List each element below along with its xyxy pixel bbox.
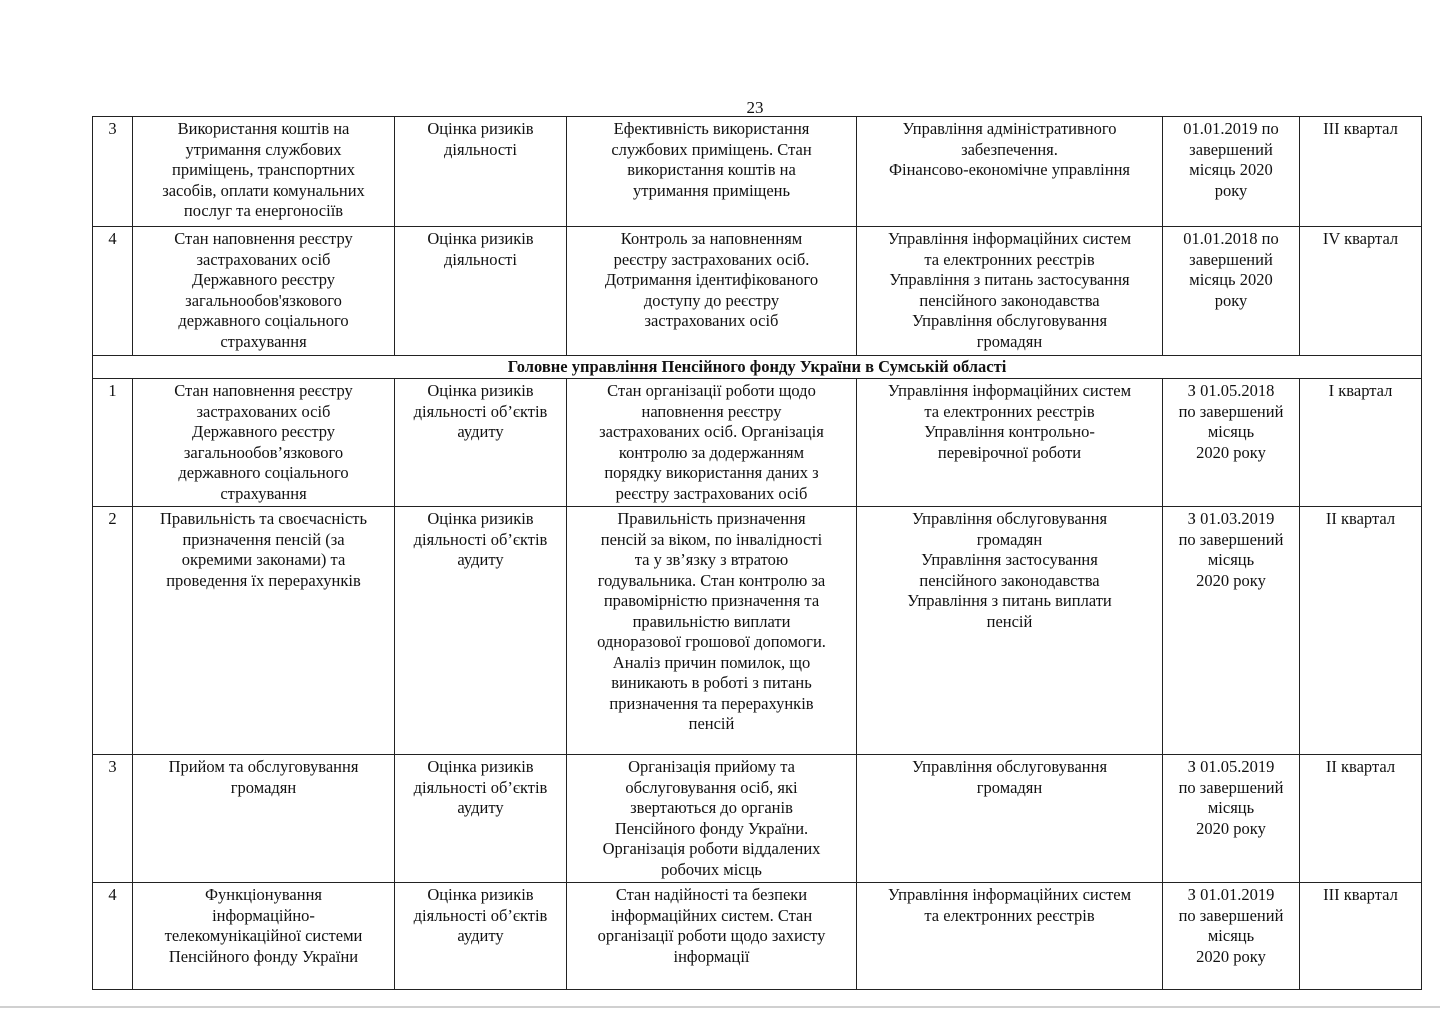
cell-text-line: З 01.03.2019 [1187,509,1275,528]
cell-text-line: годувальника. Стан контролю за [597,570,826,590]
cell-text-line: та електронних реєстрів [924,401,1095,421]
cell-text-line: Стан надійності та безпеки [615,885,808,904]
cell-text-line: державного соціального [178,463,349,482]
cell-text-line: громадян [976,777,1043,797]
cell-text-line: Контроль за наповненням [620,229,803,248]
cell-text-line: З 01.01.2019 [1187,885,1275,904]
cell-text-line: Оцінка ризиків [427,229,534,248]
cell-text-line: пенсій [986,611,1033,631]
audit-issues-cell [567,883,857,990]
audit-issues-cell [567,755,857,883]
cell-text-line: Функціонування [204,885,323,904]
cell-text-line: Оцінка ризиків [427,509,534,528]
cell-text-line: інформації [673,946,750,966]
cell-text-line: загальнообов'язкового [185,290,342,310]
cell-text-line: службових приміщень. Стан [611,139,812,159]
cell-text-line: одноразової грошової допомоги. [597,632,826,651]
cell-text-line: Управління інформаційних систем [887,381,1132,400]
cell-text-line: З 01.05.2019 [1187,757,1275,776]
cell-text-line: 2020 року [1196,442,1266,462]
audit-period-cell [1163,507,1300,755]
cell-text-line: використання коштів на [627,160,796,179]
cell-text-line: Управління застосування [921,550,1098,569]
cell-text-line: інформаційно- [212,905,315,925]
responsible-units-cell [857,507,1163,755]
audit-period-cell [1163,883,1300,990]
cell-text-line: Управління з питань виплати [907,591,1112,610]
cell-text-line: по завершений [1178,777,1284,797]
cell-text-line: засобів, оплати комунальних [162,180,365,200]
cell-text-line: правомірністю призначення та [603,591,820,610]
cell-text-line: аудиту [457,926,504,945]
cell-text-line: Пенсійного фонду України. [614,818,809,838]
responsible-units-cell [857,755,1163,883]
cell-text-line: 2020 року [1196,570,1266,590]
audit-subject-cell [133,755,395,883]
cell-text-line: по завершений [1178,529,1284,549]
cell-text-line: діяльності об’єктів [413,777,548,797]
cell-text-line: громадян [976,331,1043,351]
row-number-cell: 3 [93,117,133,227]
cell-text-line: Управління контрольно- [924,422,1095,441]
row-number-cell: 4 [93,227,133,356]
cell-text-line: Оцінка ризиків [427,885,534,904]
cell-text-line: року [1214,290,1248,310]
audit-period-cell [1163,227,1300,356]
table-row [93,755,1422,883]
cell-text-line: місяць 2020 [1189,270,1273,289]
cell-text-line: Правильність та своєчасність [159,509,368,528]
cell-text-line: перевірочної роботи [937,442,1082,462]
cell-text-line: пенсійного законодавства [919,570,1100,590]
responsible-units-cell [857,227,1163,356]
cell-text-line: Правильність призначення [617,509,806,528]
cell-text-line: наповнення реєстру [641,401,782,421]
cell-text-line: місяць 2020 [1189,160,1273,179]
cell-text-line: та електронних реєстрів [924,249,1095,269]
cell-text-line: Управління інформаційних систем [887,229,1132,248]
row-number-cell: 1 [93,379,133,507]
audit-issues-cell [567,379,857,507]
cell-text-line: Управління обслуговування [911,509,1108,528]
quarter-cell: ІІ квартал [1300,755,1422,883]
table-row [93,379,1422,507]
cell-text-line: Оцінка ризиків [427,757,534,776]
cell-text-line: забезпечення. [961,139,1058,159]
cell-text-line: загальнообов’язкового [183,442,344,462]
audit-period-cell [1163,379,1300,507]
cell-text-line: утримання приміщень [632,180,791,200]
table-row [93,227,1422,356]
cell-text-line: по завершений [1178,905,1284,925]
cell-text-line: обслуговування осіб, які [625,777,798,797]
quarter-cell: ІІІ квартал [1300,117,1422,227]
cell-text-line: завершений [1189,139,1273,159]
cell-text-line: громадян [976,529,1043,549]
cell-text-line: пенсій [688,714,735,733]
cell-text-line: окремими законами) та [181,550,346,569]
audit-basis-cell [395,227,567,356]
cell-text-line: страхування [220,483,307,503]
cell-text-line: року [1214,180,1248,200]
cell-text-line: Фінансово-економічне управління [888,160,1130,179]
responsible-units-cell [857,883,1163,990]
audit-issues-cell [567,117,857,227]
cell-text-line: Управління з питань застосування [889,270,1130,289]
cell-text-line: застрахованих осіб. Організація [599,422,824,441]
audit-subject-cell [133,227,395,356]
cell-text-line: Використання коштів на [177,119,350,138]
cell-text-line: 2020 року [1196,818,1266,838]
cell-text-line: 01.01.2018 по [1183,229,1279,248]
cell-text-line: Державного реєстру [191,270,336,289]
cell-text-line: місяць [1207,798,1255,817]
cell-text-line: Управління обслуговування [911,757,1108,776]
cell-text-line: Управління інформаційних систем [887,885,1132,904]
cell-text-line: Державного реєстру [191,422,336,441]
cell-text-line: аудиту [457,422,504,441]
audit-basis-cell [395,379,567,507]
quarter-cell: І квартал [1300,379,1422,507]
cell-text-line: місяць [1207,550,1255,569]
responsible-units-cell [857,117,1163,227]
cell-text-line: завершений [1189,249,1273,269]
cell-text-line: 01.01.2019 по [1183,119,1279,138]
cell-text-line: Дотримання ідентифікованого [604,270,819,289]
cell-text-line: контролю за додержанням [618,442,805,462]
cell-text-line: робочих місць [661,859,762,879]
cell-text-line: місяць [1207,926,1255,945]
audit-issues-cell [567,507,857,755]
cell-text-line: страхування [220,331,307,351]
cell-text-line: З 01.05.2018 [1187,381,1275,400]
cell-text-line: організації роботи щодо захисту [597,926,826,945]
cell-text-line: діяльності [444,139,517,159]
section-heading-row [93,356,1422,379]
table-row [93,883,1422,990]
row-number-cell: 4 [93,883,133,990]
cell-text-line: телекомунікаційної системи [164,926,363,945]
cell-text-line: Стан наповнення реєстру [174,381,353,400]
cell-text-line: та електронних реєстрів [924,905,1095,925]
cell-text-line: аудиту [457,798,504,817]
cell-text-line: Стан наповнення реєстру [174,229,353,248]
cell-text-line: Стан організації роботи щодо [607,381,816,400]
cell-text-line: звертаються до органів [630,798,793,817]
cell-text-line: по завершений [1178,401,1284,421]
cell-text-line: пенсійного законодавства [919,290,1100,310]
quarter-cell: ІІІ квартал [1300,883,1422,990]
cell-text-line: Прийом та обслуговування [168,757,359,776]
row-number-cell: 2 [93,507,133,755]
audit-basis-cell [395,507,567,755]
cell-text-line: діяльності об’єктів [413,401,548,421]
cell-text-line: Пенсійного фонду України [168,946,359,966]
audit-subject-cell [133,883,395,990]
cell-text-line: та у зв’язку з втратою [634,550,789,569]
cell-text-line: реєстру застрахованих осіб [615,483,808,503]
cell-text-line: діяльності об’єктів [413,905,548,925]
cell-text-line: пенсій за віком, по інвалідності [600,529,823,549]
cell-text-line: Організація роботи віддалених [602,839,821,858]
cell-text-line: застрахованих осіб [196,249,331,269]
audit-basis-cell [395,883,567,990]
cell-text-line: застрахованих осіб [196,401,331,421]
cell-text-line: проведення їх перерахунків [166,570,361,590]
audit-basis-cell [395,755,567,883]
cell-text-line: державного соціального [178,311,349,330]
quarter-cell: ІІ квартал [1300,507,1422,755]
cell-text-line: застрахованих осіб [644,311,779,330]
audit-period-cell [1163,117,1300,227]
cell-text-line: 2020 року [1196,946,1266,966]
cell-text-line: діяльності [444,249,517,269]
cell-text-line: виникають в роботі з питань [611,673,812,692]
cell-text-line: Оцінка ризиків [427,381,534,400]
audit-period-cell [1163,755,1300,883]
table-row [93,507,1422,755]
cell-text-line: послуг та енергоносіїв [183,201,344,220]
cell-text-line: Ефективність використання [613,119,810,138]
audit-subject-cell [133,507,395,755]
cell-text-line: порядку використання даних з [604,463,819,482]
cell-text-line: приміщень, транспортних [172,160,355,179]
cell-text-line: Аналіз причин помилок, що [612,652,811,672]
cell-text-line: діяльності об’єктів [413,529,548,549]
cell-text-line: Оцінка ризиків [427,119,534,138]
cell-text-line: інформаційних систем. Стан [610,905,813,925]
cell-text-line: призначення та перерахунків [609,693,814,713]
cell-text-line: утримання службових [185,139,342,159]
row-number-cell: 3 [93,755,133,883]
audit-issues-cell [567,227,857,356]
table-row [93,117,1422,227]
responsible-units-cell [857,379,1163,507]
cell-text-line: місяць [1207,422,1255,441]
audit-subject-cell [133,379,395,507]
cell-text-line: призначення пенсій (за [182,529,345,549]
section-heading: Головне управління Пенсійного фонду України в Сумській області [93,356,1422,379]
audit-subject-cell [133,117,395,227]
quarter-cell: IV квартал [1300,227,1422,356]
cell-text-line: Управління адміністративного [902,119,1117,138]
audit-basis-cell [395,117,567,227]
page-number: 23 [746,98,764,117]
cell-text-line: реєстру застрахованих осіб. [613,249,810,269]
audit-plan-table [92,116,1422,990]
page-bottom-rule [0,1006,1440,1008]
cell-text-line: правильністю виплати [632,611,791,631]
cell-text-line: доступу до реєстру [643,290,780,310]
cell-text-line: Організація прийому та [628,757,795,776]
cell-text-line: громадян [230,777,297,797]
cell-text-line: аудиту [457,550,504,569]
cell-text-line: Управління обслуговування [911,311,1108,330]
